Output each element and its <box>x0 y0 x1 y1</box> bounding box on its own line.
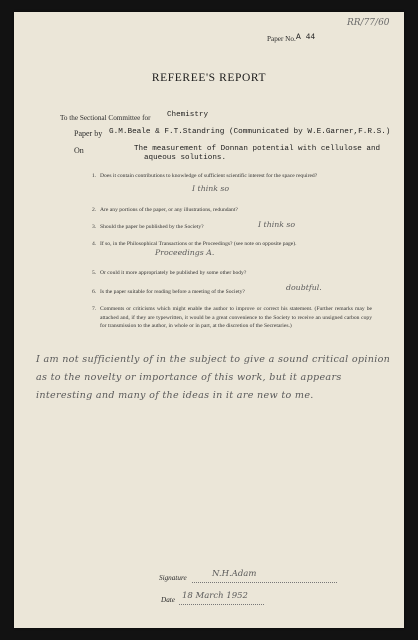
question-4-answer: Proceedings A. <box>155 248 215 257</box>
committee-label: To the Sectional Committee for <box>60 114 151 122</box>
question-2-text: Are any portions of the paper, or any illustrations, redundant? <box>100 207 238 213</box>
question-6-text: Is the paper suitable for reading before a meeting of the Society? <box>100 289 245 295</box>
signature-line <box>192 582 337 583</box>
question-4-number: 4. <box>92 241 97 247</box>
date-value: 18 March 1952 <box>182 591 248 601</box>
question-3-text: Should the paper be published by the Society? <box>100 224 204 230</box>
question-2-number: 2. <box>92 207 97 213</box>
question-6-number: 6. <box>92 289 97 295</box>
paper-number-value: A 44 <box>296 33 316 42</box>
date-label: Date <box>161 596 175 604</box>
question-7-text: Comments or criticisms which might enable the author to improve or correct his statement. (Further remarks may be attached and, if they are typewritten, it would be a great convenience to the Society to receive an unsigned carbon copy for transmission to the author, in whole or in part, at the discretion of the Secretaries.) <box>100 306 372 330</box>
committee-value: Chemistry <box>167 111 209 119</box>
form-title: REFEREE'S REPORT <box>151 72 267 84</box>
question-5-number: 5. <box>92 270 97 276</box>
question-1-number: 1. <box>92 173 97 179</box>
archive-reference-number: RR/77/60 <box>347 18 390 28</box>
on-value-line-2: aqueous solutions. <box>144 154 227 162</box>
on-label: On <box>74 146 84 155</box>
referee-report-form <box>14 12 404 628</box>
question-3-answer: I think so <box>258 220 296 229</box>
signature-value: N.H.Adam <box>212 569 257 579</box>
question-1-answer: I think so <box>192 184 230 193</box>
paper-by-value: G.M.Beale & F.T.Standring (Communicated by W.E.Garner,F.R.S.) <box>109 128 391 136</box>
question-6-answer: doubtful. <box>286 283 322 292</box>
question-1-text: Does it contain contributions to knowledge of sufficient scientific interest for the space required? <box>100 173 318 179</box>
signature-label: Signature <box>159 574 187 582</box>
question-7-number: 7. <box>92 306 97 312</box>
handwritten-remarks: I am not sufficiently of in the subject to give a sound critical opinion as to the novelty or importance of this work, but it appears interesting and many of the ideas in it are new to me. <box>36 354 391 401</box>
question-4-text: If so, in the Philosophical Transactions or the Proceedings? (see note on opposite page). <box>100 241 297 247</box>
date-line <box>179 604 264 605</box>
on-value-line-1: The measurement of Donnan potential with cellulose and <box>134 145 381 153</box>
question-3-number: 3. <box>92 224 97 230</box>
paper-number-label: Paper No. <box>267 35 296 43</box>
question-5-text: Or could it more appropriately be published by some other body? <box>100 270 247 276</box>
paper-by-label: Paper by <box>74 129 103 138</box>
